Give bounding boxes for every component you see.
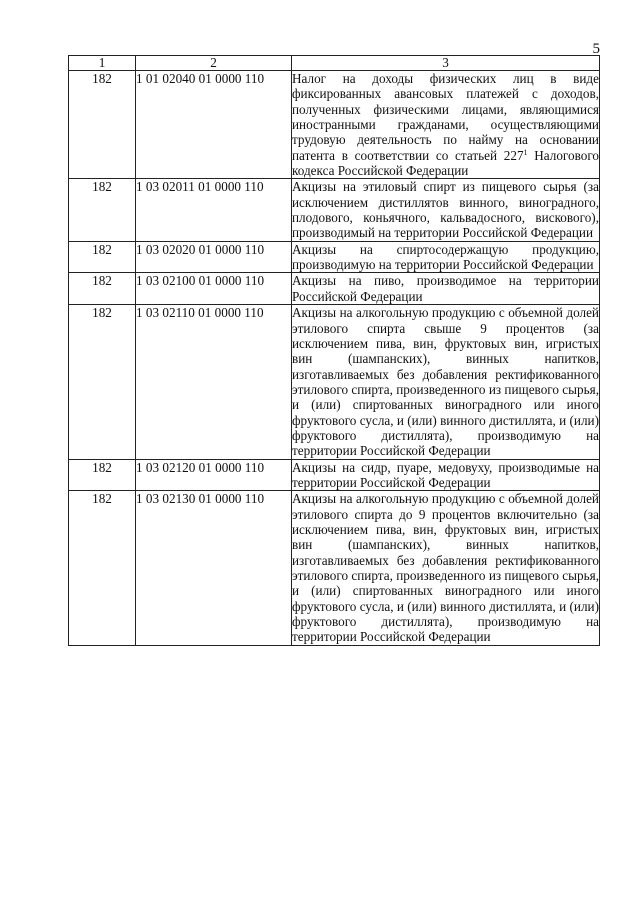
admin-code-cell: 182 — [69, 241, 136, 273]
admin-code-cell: 182 — [69, 179, 136, 241]
table-row — [69, 305, 600, 459]
admin-code-cell: 182 — [69, 491, 136, 645]
column-header-1: 1 — [69, 56, 136, 71]
column-header-2: 2 — [136, 56, 292, 71]
budget-code-cell: 1 03 02120 01 0000 110 — [136, 459, 292, 491]
budget-code-cell: 1 03 02020 01 0000 110 — [136, 241, 292, 273]
admin-code-cell: 182 — [69, 305, 136, 459]
table-row — [69, 179, 600, 241]
income-name-cell: Акцизы на сидр, пуаре, медовуху, производимые на территории Российской Федерации — [292, 459, 599, 490]
income-name-text: Налог на доходы физических лиц в виде фиксированных авансовых платежей с доходов, полученных физическими лицами, являющимися иностранными гражданами, осуществляющими трудовую деятельность по найму на основании патента в соответствии со статьей 227 — [292, 71, 599, 163]
budget-code-cell: 1 03 02011 01 0000 110 — [136, 179, 292, 241]
table-row — [69, 273, 600, 305]
budget-code-cell: 1 03 02130 01 0000 110 — [136, 491, 292, 645]
table-header-row — [69, 56, 600, 71]
income-name-cell: Акцизы на алкогольную продукцию с объемной долей этилового спирта до 9 процентов включительно (за исключением пива, вин, фруктовых вин, игристых вин (шампанских), винных напитков, изготавливаемых без добавления ректификованного этилового спирта, произведенного из пищевого сырья, и (или) спиртованных виноградного или иного фруктового сусла, и (или) винного дистиллята, и (или) фруктового дистиллята), производимую на территории Российской Федерации — [292, 491, 599, 645]
budget-codes-table — [68, 55, 600, 646]
income-name-cell: Акцизы на пиво, производимое на территории Российской Федерации — [292, 273, 599, 304]
table-row — [69, 71, 600, 179]
page-number: 5 — [592, 41, 600, 57]
budget-code-cell: 1 01 02040 01 0000 110 — [136, 71, 292, 179]
table-row — [69, 241, 600, 273]
budget-code-cell: 1 03 02100 01 0000 110 — [136, 273, 292, 305]
admin-code-cell: 182 — [69, 273, 136, 305]
income-name-cell: Акцизы на алкогольную продукцию с объемной долей этилового спирта свыше 9 процентов (за исключением пива, вин, фруктовых вин, игристых вин (шампанских), винных напитков, изготавливаемых без добавления ректификованного этилового спирта, произведенного из пищевого сырья, и (или) спиртованных виноградного или иного фруктового сусла, и (или) винного дистиллята, и (или) фруктового дистиллята), производимую на территории Российской Федерации — [292, 305, 599, 459]
table-row — [69, 491, 600, 645]
budget-code-cell: 1 03 02110 01 0000 110 — [136, 305, 292, 459]
table-row — [69, 459, 600, 491]
income-name-tail: Налогового кодекса Российской Федерации — [292, 147, 600, 179]
admin-code-cell: 182 — [69, 459, 136, 491]
income-name-cell: Акцизы на спиртосодержащую продукцию, производимую на территории Российской Федерации — [292, 241, 599, 273]
article-superscript: 1 — [523, 147, 528, 157]
admin-code-cell: 182 — [69, 71, 136, 179]
column-header-3: 3 — [292, 56, 600, 71]
income-name-cell — [292, 71, 600, 179]
income-name-cell: Акцизы на этиловый спирт из пищевого сырья (за исключением дистиллятов винного, виноградного, плодового, коньячного, кальвадосного, вискового), производимый на территории Российской Федерации — [292, 179, 599, 241]
